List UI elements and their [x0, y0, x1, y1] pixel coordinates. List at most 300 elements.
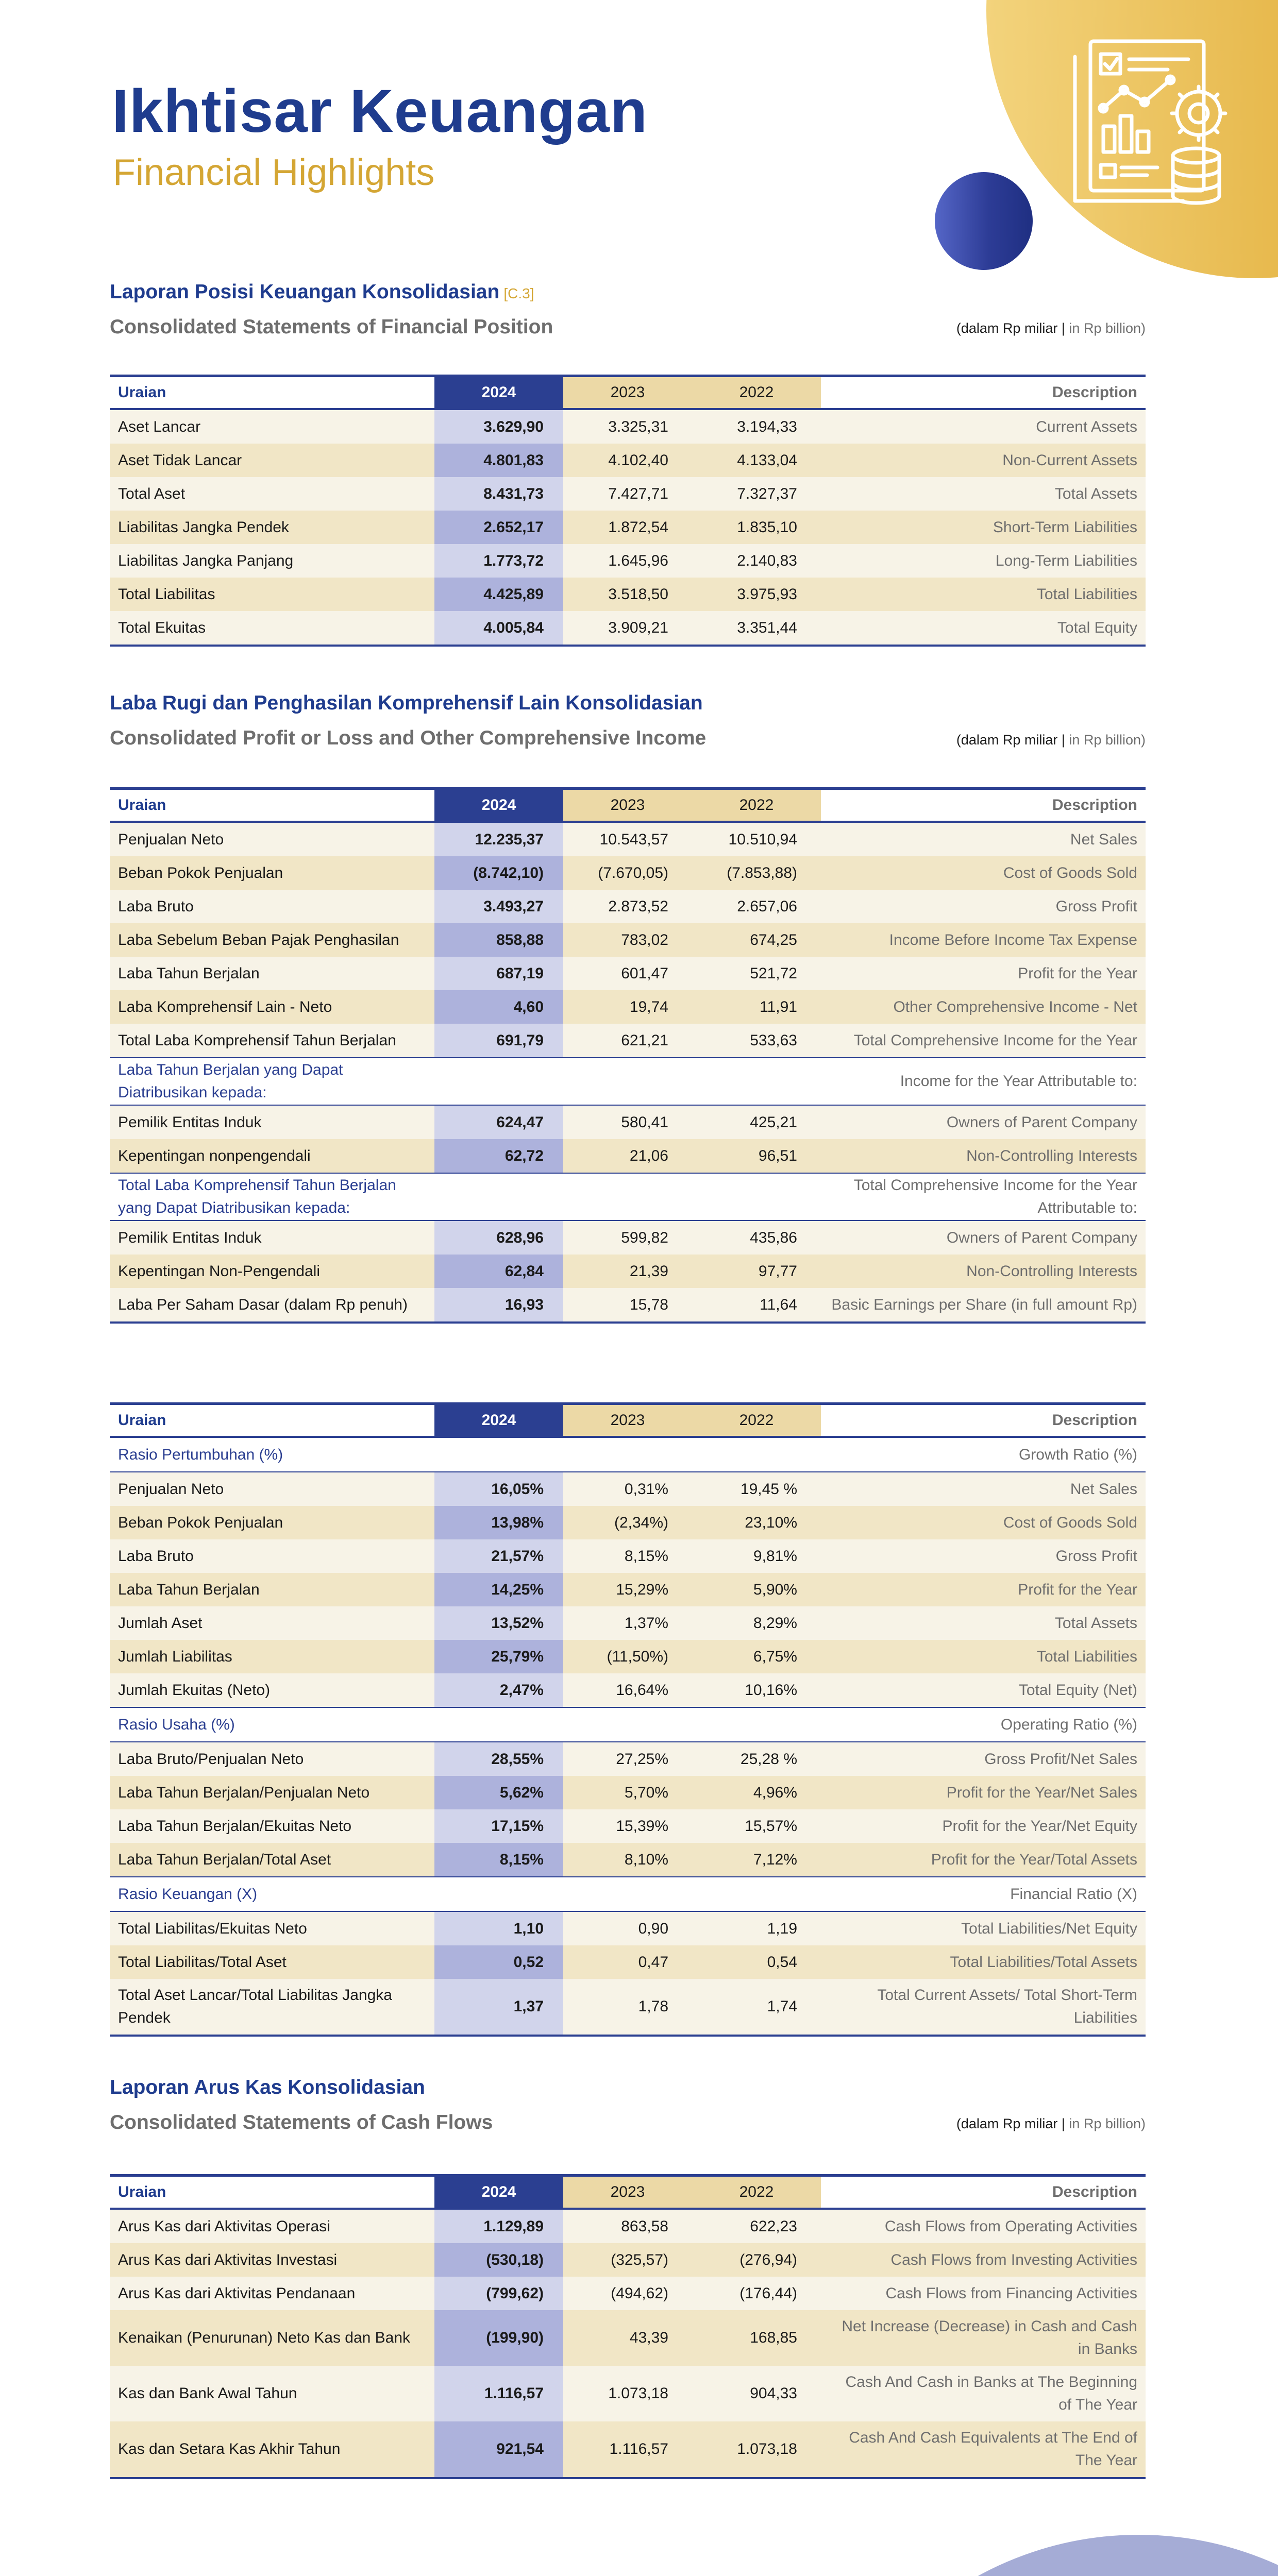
unit-id: (dalam Rp miliar | [956, 732, 1065, 748]
value-2023: (325,57) [563, 2243, 692, 2277]
table-row [110, 1843, 1146, 1877]
col-description: Description [821, 789, 1146, 822]
value-2023: 580,41 [563, 1105, 692, 1139]
value-2023: 27,25% [563, 1742, 692, 1776]
table-row [110, 1809, 1146, 1843]
value-2024: 2,47% [434, 1673, 563, 1707]
group-label: Laba Tahun Berjalan yang Dapat Diatribusikan kepada: [110, 1058, 434, 1105]
group-spacer [434, 1877, 821, 1911]
value-2024: 21,57% [434, 1539, 563, 1573]
value-2024: 16,93 [434, 1288, 563, 1323]
group-header-row [110, 1173, 1146, 1221]
value-2024: (530,18) [434, 2243, 563, 2277]
value-2024: 28,55% [434, 1742, 563, 1776]
value-2022: 11,64 [692, 1288, 821, 1323]
table-row [110, 1742, 1146, 1776]
value-2024: 13,98% [434, 1506, 563, 1539]
row-label: Pemilik Entitas Induk [110, 1105, 434, 1139]
row-description: Gross Profit [821, 890, 1146, 923]
value-2022: 168,85 [692, 2310, 821, 2366]
row-label: Laba Tahun Berjalan/Ekuitas Neto [110, 1809, 434, 1843]
profit-section-title: Laba Rugi dan Penghasilan Komprehensif Lain Konsolidasian [110, 692, 703, 714]
value-2024: 62,84 [434, 1255, 563, 1288]
row-label: Laba Tahun Berjalan [110, 1573, 434, 1606]
value-2022: 5,90% [692, 1573, 821, 1606]
value-2024: 1.129,89 [434, 2209, 563, 2243]
row-description: Profit for the Year/Net Equity [821, 1809, 1146, 1843]
value-2024: 1,37 [434, 1979, 563, 2036]
row-description: Gross Profit [821, 1539, 1146, 1573]
col-description: Description [821, 1404, 1146, 1437]
col-2024: 2024 [434, 1404, 563, 1437]
row-description: Profit for the Year/Net Sales [821, 1776, 1146, 1809]
table-row [110, 1105, 1146, 1139]
value-2022: 97,77 [692, 1255, 821, 1288]
group-label: Rasio Pertumbuhan (%) [110, 1437, 434, 1472]
value-2022: 7.327,37 [692, 477, 821, 511]
value-2023: 599,82 [563, 1221, 692, 1255]
col-2023: 2023 [563, 2176, 692, 2209]
table-row [110, 611, 1146, 646]
table-header [110, 1404, 1146, 1437]
group-header-row [110, 1058, 1146, 1105]
value-2023: 21,39 [563, 1255, 692, 1288]
value-2023: 783,02 [563, 923, 692, 957]
row-label: Aset Tidak Lancar [110, 444, 434, 477]
value-2023: 43,39 [563, 2310, 692, 2366]
value-2023: 10.543,57 [563, 822, 692, 856]
value-2023: 8,10% [563, 1843, 692, 1877]
table-header [110, 2176, 1146, 2209]
table-row [110, 890, 1146, 923]
decorative-blue-circle [935, 172, 1033, 270]
value-2023: 2.873,52 [563, 890, 692, 923]
row-label: Laba Sebelum Beban Pajak Penghasilan [110, 923, 434, 957]
value-2023: 1,78 [563, 1979, 692, 2036]
cash-table [110, 2174, 1146, 2479]
value-2023: 1.073,18 [563, 2366, 692, 2421]
row-label: Arus Kas dari Aktivitas Pendanaan [110, 2277, 434, 2310]
table-row [110, 1573, 1146, 1606]
value-2022: 622,23 [692, 2209, 821, 2243]
value-2024: 1.773,72 [434, 544, 563, 578]
row-description: Non-Controlling Interests [821, 1255, 1146, 1288]
col-2024: 2024 [434, 376, 563, 410]
table-row [110, 923, 1146, 957]
position-section-title-en: Consolidated Statements of Financial Position [110, 316, 553, 338]
row-description: Cash And Cash Equivalents at The End of The Year [821, 2421, 1146, 2478]
value-2023: 863,58 [563, 2209, 692, 2243]
value-2022: 10.510,94 [692, 822, 821, 856]
value-2023: 0,47 [563, 1945, 692, 1979]
row-description: Profit for the Year/Total Assets [821, 1843, 1146, 1877]
value-2024: 2.652,17 [434, 511, 563, 544]
profit-section-title-en: Consolidated Profit or Loss and Other Comprehensive Income [110, 727, 707, 749]
value-2023: 7.427,71 [563, 477, 692, 511]
table-header [110, 376, 1146, 410]
table-row [110, 2209, 1146, 2243]
group-description: Growth Ratio (%) [821, 1437, 1146, 1472]
row-label: Laba Bruto/Penjualan Neto [110, 1742, 434, 1776]
group-spacer [434, 1437, 821, 1472]
value-2022: 3.975,93 [692, 578, 821, 611]
col-2023: 2023 [563, 789, 692, 822]
table-row [110, 1221, 1146, 1255]
value-2022: (7.853,88) [692, 856, 821, 890]
value-2023: (2,34%) [563, 1506, 692, 1539]
row-description: Owners of Parent Company [821, 1221, 1146, 1255]
value-2023: 3.518,50 [563, 578, 692, 611]
value-2022: 3.351,44 [692, 611, 821, 646]
value-2024: 62,72 [434, 1139, 563, 1173]
table-row [110, 1506, 1146, 1539]
table-row [110, 990, 1146, 1024]
value-2023: 5,70% [563, 1776, 692, 1809]
position-unit-note [956, 320, 1146, 336]
value-2024: 13,52% [434, 1606, 563, 1640]
value-2022: 674,25 [692, 923, 821, 957]
row-description: Total Liabilities/Net Equity [821, 1911, 1146, 1945]
group-header-row [110, 1707, 1146, 1742]
value-2022: 1,19 [692, 1911, 821, 1945]
row-description: Cash Flows from Operating Activities [821, 2209, 1146, 2243]
row-description: Short-Term Liabilities [821, 511, 1146, 544]
value-2024: 624,47 [434, 1105, 563, 1139]
value-2022: 96,51 [692, 1139, 821, 1173]
table-row [110, 477, 1146, 511]
unit-en: in Rp billion) [1065, 732, 1146, 748]
profit-table [110, 787, 1146, 1324]
row-description: Non-Current Assets [821, 444, 1146, 477]
value-2023: 15,29% [563, 1573, 692, 1606]
value-2022: 25,28 % [692, 1742, 821, 1776]
table-row [110, 409, 1146, 444]
row-label: Beban Pokok Penjualan [110, 856, 434, 890]
cash-section-title-en: Consolidated Statements of Cash Flows [110, 2111, 493, 2133]
value-2022: 3.194,33 [692, 409, 821, 444]
row-description: Total Equity [821, 611, 1146, 646]
col-2022: 2022 [692, 376, 821, 410]
value-2023: 3.325,31 [563, 409, 692, 444]
table-row [110, 444, 1146, 477]
row-description: Owners of Parent Company [821, 1105, 1146, 1139]
value-2023: 15,78 [563, 1288, 692, 1323]
row-label: Total Liabilitas/Ekuitas Neto [110, 1911, 434, 1945]
value-2022: 10,16% [692, 1673, 821, 1707]
value-2022: 1.073,18 [692, 2421, 821, 2478]
value-2022: (176,44) [692, 2277, 821, 2310]
position-table [110, 375, 1146, 647]
group-description: Total Comprehensive Income for the Year Attributable to: [821, 1173, 1146, 1221]
row-description: Net Increase (Decrease) in Cash and Cash in Banks [821, 2310, 1146, 2366]
row-description: Cash And Cash in Banks at The Beginning of The Year [821, 2366, 1146, 2421]
col-description: Description [821, 376, 1146, 410]
row-label: Kepentingan Non-Pengendali [110, 1255, 434, 1288]
value-2022: 4.133,04 [692, 444, 821, 477]
row-label: Kenaikan (Penurunan) Neto Kas dan Bank [110, 2310, 434, 2366]
value-2024: 687,19 [434, 957, 563, 990]
ratio-table [110, 1402, 1146, 2037]
value-2024: 3.493,27 [434, 890, 563, 923]
table-row [110, 578, 1146, 611]
row-label: Kas dan Bank Awal Tahun [110, 2366, 434, 2421]
value-2022: (276,94) [692, 2243, 821, 2277]
table-row [110, 1288, 1146, 1323]
value-2024: (8.742,10) [434, 856, 563, 890]
value-2023: 19,74 [563, 990, 692, 1024]
col-2022: 2022 [692, 789, 821, 822]
page-title: Ikhtisar Keuangan [112, 77, 648, 145]
value-2023: 1,37% [563, 1606, 692, 1640]
row-label: Liabilitas Jangka Panjang [110, 544, 434, 578]
value-2023: (494,62) [563, 2277, 692, 2310]
value-2023: 16,64% [563, 1673, 692, 1707]
unit-en: in Rp billion) [1065, 320, 1146, 336]
value-2022: 2.140,83 [692, 544, 821, 578]
value-2022: 425,21 [692, 1105, 821, 1139]
value-2022: 0,54 [692, 1945, 821, 1979]
value-2024: 25,79% [434, 1640, 563, 1673]
row-description: Net Sales [821, 822, 1146, 856]
table-row [110, 1673, 1146, 1707]
value-2023: 1.645,96 [563, 544, 692, 578]
table-row [110, 2310, 1146, 2366]
table-row [110, 2366, 1146, 2421]
row-label: Total Aset [110, 477, 434, 511]
group-spacer [434, 1058, 821, 1105]
value-2024: 0,52 [434, 1945, 563, 1979]
col-uraian: Uraian [110, 1404, 434, 1437]
page-subtitle: Financial Highlights [113, 152, 435, 193]
value-2024: 8,15% [434, 1843, 563, 1877]
row-label: Jumlah Ekuitas (Neto) [110, 1673, 434, 1707]
row-description: Current Assets [821, 409, 1146, 444]
row-label: Kas dan Setara Kas Akhir Tahun [110, 2421, 434, 2478]
row-description: Total Liabilities [821, 578, 1146, 611]
value-2023: 601,47 [563, 957, 692, 990]
col-uraian: Uraian [110, 789, 434, 822]
value-2023: 3.909,21 [563, 611, 692, 646]
value-2024: 691,79 [434, 1024, 563, 1058]
unit-id: (dalam Rp miliar | [956, 320, 1065, 336]
row-label: Penjualan Neto [110, 822, 434, 856]
value-2024: (199,90) [434, 2310, 563, 2366]
value-2024: 14,25% [434, 1573, 563, 1606]
row-label: Total Aset Lancar/Total Liabilitas Jangka Pendek [110, 1979, 434, 2036]
table-row [110, 1472, 1146, 1506]
value-2023: 621,21 [563, 1024, 692, 1058]
table-row [110, 1911, 1146, 1945]
row-description: Cash Flows from Investing Activities [821, 2243, 1146, 2277]
value-2023: 0,31% [563, 1472, 692, 1506]
value-2023: 8,15% [563, 1539, 692, 1573]
value-2022: 1.835,10 [692, 511, 821, 544]
value-2023: 0,90 [563, 1911, 692, 1945]
value-2024: 16,05% [434, 1472, 563, 1506]
col-2022: 2022 [692, 1404, 821, 1437]
row-description: Total Comprehensive Income for the Year [821, 1024, 1146, 1058]
value-2022: 9,81% [692, 1539, 821, 1573]
row-label: Pemilik Entitas Induk [110, 1221, 434, 1255]
unit-en: in Rp billion) [1065, 2116, 1146, 2131]
group-header-row [110, 1877, 1146, 1911]
table-row [110, 856, 1146, 890]
row-description: Non-Controlling Interests [821, 1139, 1146, 1173]
financial-report-icon [1065, 36, 1235, 216]
col-description: Description [821, 2176, 1146, 2209]
row-label: Total Laba Komprehensif Tahun Berjalan [110, 1024, 434, 1058]
row-label: Arus Kas dari Aktivitas Operasi [110, 2209, 434, 2243]
value-2023: 1.116,57 [563, 2421, 692, 2478]
row-description: Long-Term Liabilities [821, 544, 1146, 578]
value-2024: 17,15% [434, 1809, 563, 1843]
value-2024: 3.629,90 [434, 409, 563, 444]
value-2023: 1.872,54 [563, 511, 692, 544]
row-description: Profit for the Year [821, 957, 1146, 990]
value-2024: 628,96 [434, 1221, 563, 1255]
table-row [110, 1776, 1146, 1809]
row-label: Total Liabilitas/Total Aset [110, 1945, 434, 1979]
value-2022: 19,45 % [692, 1472, 821, 1506]
value-2022: 7,12% [692, 1843, 821, 1877]
value-2024: 8.431,73 [434, 477, 563, 511]
row-label: Kepentingan nonpengendali [110, 1139, 434, 1173]
group-spacer [434, 1707, 821, 1742]
row-description: Basic Earnings per Share (in full amount Rp) [821, 1288, 1146, 1323]
row-description: Total Current Assets/ Total Short-Term Liabilities [821, 1979, 1146, 2036]
row-description: Net Sales [821, 1472, 1146, 1506]
cash-section-title: Laporan Arus Kas Konsolidasian [110, 2076, 425, 2098]
col-2024: 2024 [434, 789, 563, 822]
col-2023: 2023 [563, 376, 692, 410]
row-label: Beban Pokok Penjualan [110, 1506, 434, 1539]
value-2024: 4.425,89 [434, 578, 563, 611]
profit-unit-note [956, 732, 1146, 748]
value-2023: 4.102,40 [563, 444, 692, 477]
row-description: Income Before Income Tax Expense [821, 923, 1146, 957]
position-section-title [110, 281, 534, 303]
group-description: Financial Ratio (X) [821, 1877, 1146, 1911]
table-row [110, 1606, 1146, 1640]
col-uraian: Uraian [110, 2176, 434, 2209]
row-description: Cost of Goods Sold [821, 1506, 1146, 1539]
value-2022: 4,96% [692, 1776, 821, 1809]
table-row [110, 1979, 1146, 2036]
row-label: Jumlah Liabilitas [110, 1640, 434, 1673]
table-header [110, 789, 1146, 822]
value-2022: 2.657,06 [692, 890, 821, 923]
value-2024: 4.801,83 [434, 444, 563, 477]
row-label: Laba Bruto [110, 890, 434, 923]
row-description: Cost of Goods Sold [821, 856, 1146, 890]
value-2022: 23,10% [692, 1506, 821, 1539]
table-row [110, 1139, 1146, 1173]
value-2022: 15,57% [692, 1809, 821, 1843]
row-description: Total Assets [821, 477, 1146, 511]
table-row [110, 1255, 1146, 1288]
row-label: Arus Kas dari Aktivitas Investasi [110, 2243, 434, 2277]
value-2022: 904,33 [692, 2366, 821, 2421]
group-description: Operating Ratio (%) [821, 1707, 1146, 1742]
row-description: Total Liabilities [821, 1640, 1146, 1673]
value-2024: 1,10 [434, 1911, 563, 1945]
table-row [110, 957, 1146, 990]
table-row [110, 2421, 1146, 2478]
row-description: Total Equity (Net) [821, 1673, 1146, 1707]
row-label: Penjualan Neto [110, 1472, 434, 1506]
group-label: Rasio Keuangan (X) [110, 1877, 434, 1911]
value-2024: 4,60 [434, 990, 563, 1024]
value-2022: 8,29% [692, 1606, 821, 1640]
value-2022: 435,86 [692, 1221, 821, 1255]
row-label: Laba Tahun Berjalan [110, 957, 434, 990]
table-row [110, 511, 1146, 544]
row-label: Liabilitas Jangka Pendek [110, 511, 434, 544]
row-label: Laba Tahun Berjalan/Penjualan Neto [110, 1776, 434, 1809]
group-label: Rasio Usaha (%) [110, 1707, 434, 1742]
table-row [110, 822, 1146, 856]
group-header-row [110, 1437, 1146, 1472]
value-2023: 21,06 [563, 1139, 692, 1173]
value-2022: 1,74 [692, 1979, 821, 2036]
position-code: [C.3] [503, 285, 534, 301]
value-2022: 521,72 [692, 957, 821, 990]
table-row [110, 1640, 1146, 1673]
value-2024: 12.235,37 [434, 822, 563, 856]
row-description: Total Assets [821, 1606, 1146, 1640]
cash-unit-note [956, 2116, 1146, 2132]
row-label: Laba Tahun Berjalan/Total Aset [110, 1843, 434, 1877]
value-2022: 11,91 [692, 990, 821, 1024]
row-label: Total Ekuitas [110, 611, 434, 646]
row-label: Laba Per Saham Dasar (dalam Rp penuh) [110, 1288, 434, 1323]
value-2023: 15,39% [563, 1809, 692, 1843]
unit-id: (dalam Rp miliar | [956, 2116, 1065, 2131]
row-description: Total Liabilities/Total Assets [821, 1945, 1146, 1979]
value-2024: 858,88 [434, 923, 563, 957]
table-row [110, 1539, 1146, 1573]
value-2024: 1.116,57 [434, 2366, 563, 2421]
value-2023: (11,50%) [563, 1640, 692, 1673]
table-row [110, 544, 1146, 578]
value-2022: 6,75% [692, 1640, 821, 1673]
table-row [110, 1024, 1146, 1058]
value-2022: 533,63 [692, 1024, 821, 1058]
col-2023: 2023 [563, 1404, 692, 1437]
decorative-bottom-arc [804, 2535, 1278, 2576]
row-label: Laba Komprehensif Lain - Neto [110, 990, 434, 1024]
row-label: Jumlah Aset [110, 1606, 434, 1640]
value-2024: 5,62% [434, 1776, 563, 1809]
group-spacer [434, 1173, 821, 1221]
value-2024: (799,62) [434, 2277, 563, 2310]
value-2024: 4.005,84 [434, 611, 563, 646]
row-description: Cash Flows from Financing Activities [821, 2277, 1146, 2310]
table-row [110, 1945, 1146, 1979]
row-label: Aset Lancar [110, 409, 434, 444]
value-2023: (7.670,05) [563, 856, 692, 890]
row-label: Laba Bruto [110, 1539, 434, 1573]
group-description: Income for the Year Attributable to: [821, 1058, 1146, 1105]
row-description: Other Comprehensive Income - Net [821, 990, 1146, 1024]
row-description: Gross Profit/Net Sales [821, 1742, 1146, 1776]
table-row [110, 2277, 1146, 2310]
table-row [110, 2243, 1146, 2277]
col-2022: 2022 [692, 2176, 821, 2209]
col-2024: 2024 [434, 2176, 563, 2209]
group-label: Total Laba Komprehensif Tahun Berjalan yang Dapat Diatribusikan kepada: [110, 1173, 434, 1221]
row-description: Profit for the Year [821, 1573, 1146, 1606]
